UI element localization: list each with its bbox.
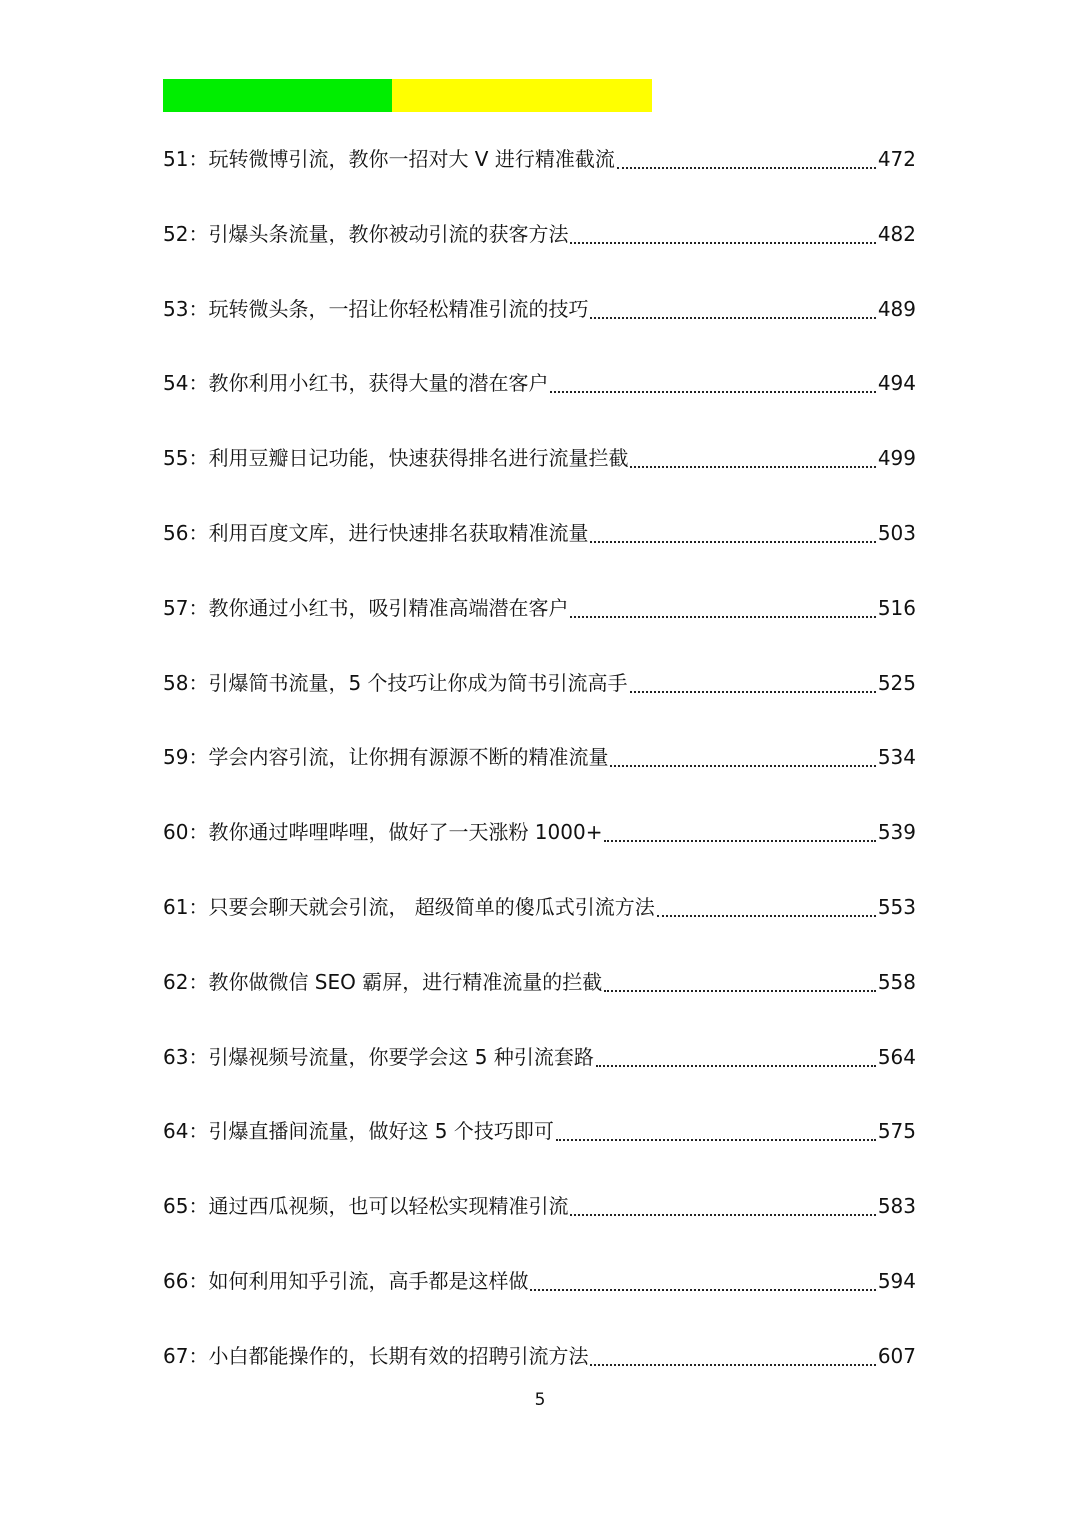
toc-entry-number: 58： [163,670,209,695]
toc-entry-number: 56： [163,520,209,545]
toc-entry-number: 59： [163,745,209,770]
toc-entry[interactable] [163,1260,916,1335]
page-number: 5 [534,1390,546,1410]
toc-entry-page: 583 [877,1194,916,1219]
toc-entry-page: 494 [877,371,916,396]
toc-entry-page: 525 [877,670,916,695]
toc-entry[interactable] [163,288,916,363]
toc-entry-number: 60： [163,820,209,845]
toc-entry[interactable] [163,662,916,737]
toc-entry-title: 学会内容引流，让你拥有源源不断的精准流量 [208,745,609,770]
toc-dot-leader [590,512,875,554]
toc-entry-title: 教你做微信 SEO 霸屏，进行精准流量的拦截 [208,969,603,994]
toc-entry-title: 利用百度文库，进行快速排名获取精准流量 [208,520,589,545]
toc-entry-page: 503 [877,520,916,545]
toc-entry-number: 63： [163,1044,209,1069]
toc-entry-page: 539 [877,820,916,845]
toc-entry-title: 引爆头条流量，教你被动引流的获客方法 [208,221,569,246]
toc-entry-title: 引爆直播间流量，做好这 5 个技巧即可 [208,1119,554,1144]
toc-entry-title: 玩转微博引流，教你一招对大 V 进行精准截流 [208,147,615,171]
toc-entry-title: 教你通过哔哩哔哩，做好了一天涨粉 1000+ [208,820,603,845]
toc-entry[interactable] [163,437,916,512]
toc-entry-page: 472 [877,147,916,171]
toc-entry[interactable] [163,213,916,288]
color-bar-green-segment [163,79,392,112]
toc-dot-leader [530,1260,875,1302]
toc-entry-number: 64： [163,1119,209,1144]
toc-entry-title: 教你通过小红书，吸引精准高端潜在客户 [208,595,569,620]
toc-entry-number: 52： [163,221,209,246]
toc-entry[interactable] [163,811,916,886]
header-color-bar [163,79,652,112]
toc-entry-page: 607 [877,1343,916,1368]
toc-entry-page: 553 [877,894,916,919]
toc-entry-number: 62： [163,969,209,994]
toc-entry-title: 引爆简书流量，5 个技巧让你成为简书引流高手 [208,670,628,695]
toc-entry[interactable] [163,587,916,662]
toc-entry-page: 482 [877,221,916,246]
toc-dot-leader [596,1036,876,1078]
toc-entry-title: 利用豆瓣日记功能，快速获得排名进行流量拦截 [208,446,629,471]
toc-entry-title: 玩转微头条，一招让你轻松精准引流的技巧 [208,296,589,321]
toc-dot-leader [630,437,875,479]
toc-entry-page: 594 [877,1268,916,1293]
toc-entry-title: 通过西瓜视频，也可以轻松实现精准引流 [208,1194,569,1219]
toc-entry-title: 只要会聊天就会引流， 超级简单的傻瓜式引流方法 [208,894,655,919]
toc-entry-title: 引爆视频号流量，你要学会这 5 种引流套路 [208,1044,594,1069]
toc-entry-page: 575 [877,1119,916,1144]
toc-entry[interactable] [163,512,916,587]
toc-entry-page: 564 [877,1044,916,1069]
toc-entry-page: 534 [877,745,916,770]
toc-entry-title: 小白都能操作的，长期有效的招聘引流方法 [208,1343,589,1368]
toc-entry-number: 57： [163,595,209,620]
toc-entry-number: 54： [163,371,209,396]
toc-entry[interactable] [163,362,916,437]
toc-entry-number: 53： [163,296,209,321]
toc-entry-title: 教你利用小红书，获得大量的潜在客户 [208,371,549,396]
toc-entry-page: 499 [877,446,916,471]
toc-dot-leader [590,1335,875,1377]
toc-entry-number: 65： [163,1194,209,1219]
toc-dot-leader [617,138,876,180]
toc-dot-leader [630,662,876,704]
toc-entry-title: 如何利用知乎引流，高手都是这样做 [208,1268,529,1293]
toc-entry[interactable] [163,1110,916,1185]
toc-entry[interactable] [163,1036,916,1111]
toc-dot-leader [570,1185,875,1227]
color-bar-yellow-segment [392,79,652,112]
toc-entry-page: 516 [877,595,916,620]
table-of-contents [163,138,916,1410]
toc-entry-number: 61： [163,894,209,919]
toc-entry-number: 51： [163,147,209,171]
toc-entry[interactable] [163,138,916,213]
toc-entry-number: 66： [163,1268,209,1293]
toc-entry[interactable] [163,886,916,961]
toc-entry-number: 55： [163,446,209,471]
toc-dot-leader [610,736,875,778]
toc-dot-leader [556,1110,876,1152]
toc-dot-leader [550,362,875,404]
toc-entry[interactable] [163,961,916,1036]
toc-entry-number: 67： [163,1343,209,1368]
toc-dot-leader [570,587,875,629]
toc-dot-leader [657,886,876,928]
toc-entry-page: 489 [877,296,916,321]
toc-dot-leader [570,213,875,255]
toc-entry[interactable] [163,736,916,811]
toc-dot-leader [604,961,876,1003]
toc-entry-page: 558 [877,969,916,994]
toc-entry[interactable] [163,1185,916,1260]
toc-dot-leader [590,288,875,330]
toc-dot-leader [604,811,875,853]
